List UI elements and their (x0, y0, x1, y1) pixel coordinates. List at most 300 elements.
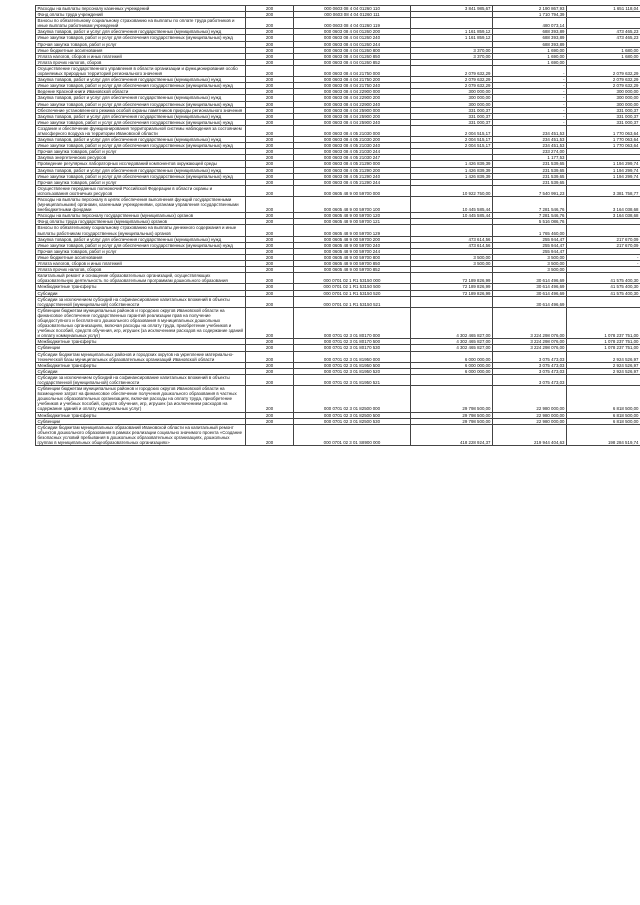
approved-amount-cell: 2 004 515,17 (411, 125, 493, 136)
budget-classification-code-cell: 000 0603 08 4 04 22900 240 (294, 101, 411, 107)
line-code-cell: 200 (246, 59, 294, 65)
approved-amount-cell: 3 841 985,67 (411, 6, 493, 12)
executed-amount-cell: 688 393,89 (493, 35, 567, 41)
table-row (36, 29, 640, 35)
table-row (36, 35, 640, 41)
budget-classification-code-cell: 000 0605 48 9 00 59700 129 (294, 225, 411, 236)
line-code-cell: 200 (246, 374, 294, 385)
approved-amount-cell: 2 079 632,29 (411, 83, 493, 89)
remaining-amount-cell: 1 770 063,64 (567, 125, 640, 136)
line-code-cell: 200 (246, 12, 294, 18)
approved-amount-cell: 3 500,00 (411, 261, 493, 267)
budget-classification-code-cell: 000 0603 08 4 05 21030 247 (294, 155, 411, 161)
approved-amount-cell: 1 161 859,12 (411, 35, 493, 41)
approved-amount-cell: 29 798 500,00 (411, 418, 493, 424)
expense-name-cell: Прочая закупка товаров, работ и услуг (36, 179, 246, 185)
budget-classification-code-cell: 000 0605 48 9 00 59700 850 (294, 261, 411, 267)
line-code-cell: 200 (246, 225, 294, 236)
line-code-cell: 200 (246, 424, 294, 445)
approved-amount-cell: 300 000,00 (411, 101, 493, 107)
budget-classification-code-cell: 000 0605 48 9 00 59700 852 (294, 267, 411, 273)
approved-amount-cell: 6 000 000,00 (411, 351, 493, 362)
expense-name-cell: Создание и обеспечение функционирования территориальной системы наблюдения за состоянием атмосферного воздуха на территории Ивановской области (36, 125, 246, 136)
line-code-cell: 200 (246, 155, 294, 161)
executed-amount-cell: 255 944,47 (493, 242, 567, 248)
remaining-amount-cell: 1 078 237 751,00 (567, 345, 640, 351)
remaining-amount-cell: 300 000,00 (567, 95, 640, 101)
line-code-cell: 200 (246, 35, 294, 41)
budget-classification-code-cell: 000 0701 02 3 01 81950 520 (294, 368, 411, 374)
remaining-amount-cell: 41 575 400,30 (567, 273, 640, 284)
executed-amount-cell: 3 500,00 (493, 267, 567, 273)
executed-amount-cell: 3 075 473,03 (493, 362, 567, 368)
executed-amount-cell: 2 190 867,93 (493, 6, 567, 12)
budget-classification-code-cell: 000 0603 08 4 04 01260 850 (294, 53, 411, 59)
approved-amount-cell: 1 426 839,39 (411, 167, 493, 173)
expense-name-cell: Проведение регулярных лабораторных исследований компонентов окружающей среды (36, 161, 246, 167)
approved-amount-cell: 2 079 632,29 (411, 65, 493, 76)
budget-classification-code-cell: 000 0603 08 4 05 21290 240 (294, 173, 411, 179)
remaining-amount-cell: 1 194 299,74 (567, 173, 640, 179)
line-code-cell: 200 (246, 53, 294, 59)
expense-name-cell: Межбюджетные трансферты (36, 412, 246, 418)
executed-amount-cell: 231 539,65 (493, 161, 567, 167)
budget-classification-code-cell: 000 0701 02 3 01 82500 500 (294, 412, 411, 418)
expense-name-cell: Иные закупки товаров, работ и услуг для обеспечения государственных (муниципальных) нужд (36, 242, 246, 248)
table-row (36, 197, 640, 213)
approved-amount-cell (411, 18, 493, 29)
budget-classification-code-cell: 000 0701 02 3 01 80170 000 (294, 307, 411, 339)
approved-amount-cell: 72 189 826,99 (411, 284, 493, 290)
executed-amount-cell: - (493, 95, 567, 101)
table-row (36, 125, 640, 136)
line-code-cell: 200 (246, 18, 294, 29)
expense-name-cell: Субсидии бюджетам муниципальных образований Ивановской области на капитальный ремонт объектов дошкольного образования в рамках реализации социально значимого проекта «Создание безопасных условий пребывания в дошкольных образовательных организациях, дошкольных группах в муниципальных общеобразовательных организациях» (36, 424, 246, 445)
expense-name-cell: Субвенции (36, 418, 246, 424)
table-row (36, 351, 640, 362)
remaining-amount-cell: 3 164 038,68 (567, 197, 640, 213)
budget-classification-code-cell: 000 0701 02 1 R1 53150 521 (294, 296, 411, 307)
executed-amount-cell: - (493, 83, 567, 89)
line-code-cell: 200 (246, 41, 294, 47)
table-row (36, 424, 640, 445)
approved-amount-cell: 3 370,00 (411, 53, 493, 59)
line-code-cell: 200 (246, 254, 294, 260)
line-code-cell: 200 (246, 339, 294, 345)
executed-amount-cell: - (493, 89, 567, 95)
expense-name-cell: Осуществление переданных полномочий Российской Федерации в области охраны и использования охотничьих ресурсов (36, 185, 246, 196)
line-code-cell: 200 (246, 351, 294, 362)
approved-amount-cell: 4 302 465 827,00 (411, 307, 493, 339)
table-row (36, 386, 640, 412)
approved-amount-cell: 72 189 826,99 (411, 290, 493, 296)
approved-amount-cell (411, 296, 493, 307)
expense-name-cell: Иные закупки товаров, работ и услуг для обеспечения государственных (муниципальных) нужд (36, 143, 246, 149)
budget-classification-code-cell: 000 0603 08 4 04 21750 240 (294, 83, 411, 89)
remaining-amount-cell: - (567, 254, 640, 260)
expense-name-cell: Иные закупки товаров, работ и услуг для обеспечения государственных (муниципальных) нужд (36, 83, 246, 89)
executed-amount-cell: 3 224 298 076,00 (493, 345, 567, 351)
remaining-amount-cell: 1 770 063,64 (567, 143, 640, 149)
line-code-cell: 200 (246, 362, 294, 368)
expense-name-cell: Осуществление государственного управления в области организации и функционирования особо охраняемых природных территорий регионального значения (36, 65, 246, 76)
table-row (36, 242, 640, 248)
remaining-amount-cell: 1 651 118,04 (567, 6, 640, 12)
approved-amount-cell: 473 614,56 (411, 236, 493, 242)
remaining-amount-cell: 217 670,09 (567, 236, 640, 242)
expense-name-cell: Закупка товаров, работ и услуг для обеспечения государственных (муниципальных) нужд (36, 167, 246, 173)
remaining-amount-cell (567, 18, 640, 29)
budget-classification-code-cell: 000 0603 08 4 04 01260 119 (294, 18, 411, 29)
executed-amount-cell: 3 075 473,03 (493, 374, 567, 385)
line-code-cell: 200 (246, 412, 294, 418)
budget-classification-code-cell: 000 0605 48 9 00 59700 240 (294, 242, 411, 248)
budget-classification-code-cell: 000 0701 02 3 01 81950 500 (294, 362, 411, 368)
remaining-amount-cell: 3 381 758,77 (567, 185, 640, 196)
approved-amount-cell: 72 189 826,99 (411, 273, 493, 284)
line-code-cell: 200 (246, 29, 294, 35)
budget-classification-code-cell: 000 0605 48 9 00 59700 000 (294, 185, 411, 196)
approved-amount-cell: 6 000 000,00 (411, 368, 493, 374)
remaining-amount-cell (567, 225, 640, 236)
executed-amount-cell: 5 516 086,76 (493, 219, 567, 225)
executed-amount-cell: - (493, 107, 567, 113)
remaining-amount-cell: 331 000,37 (567, 113, 640, 119)
budget-classification-code-cell: 000 0701 02 3 01 81950 521 (294, 374, 411, 385)
remaining-amount-cell: 300 000,00 (567, 89, 640, 95)
budget-classification-code-cell: 000 0603 08 4 04 21750 200 (294, 77, 411, 83)
budget-classification-code-cell: 000 0603 08 4 04 22900 200 (294, 95, 411, 101)
executed-amount-cell: 1 690,00 (493, 47, 567, 53)
line-code-cell: 200 (246, 119, 294, 125)
remaining-amount-cell: 1 680,00 (567, 53, 640, 59)
approved-amount-cell: 3 370,00 (411, 47, 493, 53)
remaining-amount-cell: 6 818 500,00 (567, 386, 640, 412)
table-row (36, 236, 640, 242)
table-row (36, 374, 640, 385)
line-code-cell: 200 (246, 284, 294, 290)
table-row (36, 173, 640, 179)
table-row (36, 143, 640, 149)
approved-amount-cell: 10 445 585,44 (411, 197, 493, 213)
executed-amount-cell: 231 539,65 (493, 167, 567, 173)
executed-amount-cell: 3 224 298 076,00 (493, 339, 567, 345)
expense-name-cell: Субсидии за исключением субсидий на софинансирование капитальных вложений в объекты государственной (муниципальной) собственности (36, 296, 246, 307)
remaining-amount-cell: 41 575 400,30 (567, 290, 640, 296)
expense-name-cell: Закупка товаров, работ и услуг для обеспечения государственных (муниципальных) нужд (36, 77, 246, 83)
executed-amount-cell: 688 393,89 (493, 29, 567, 35)
table-row (36, 225, 640, 236)
line-code-cell: 200 (246, 261, 294, 267)
executed-amount-cell: 3 075 473,03 (493, 368, 567, 374)
approved-amount-cell (411, 225, 493, 236)
line-code-cell: 200 (246, 65, 294, 76)
expense-name-cell: Фонд оплаты труда учреждений (36, 12, 246, 18)
table-row (36, 213, 640, 219)
budget-classification-code-cell: 000 0605 48 9 00 59700 244 (294, 248, 411, 254)
expense-name-cell: Субсидии (36, 368, 246, 374)
approved-amount-cell: 29 798 500,00 (411, 386, 493, 412)
approved-amount-cell: 6 000 000,00 (411, 362, 493, 368)
budget-classification-code-cell: 000 0603 08 4 04 01260 852 (294, 59, 411, 65)
approved-amount-cell: 1 161 859,12 (411, 29, 493, 35)
line-code-cell: 200 (246, 113, 294, 119)
executed-amount-cell: 234 451,53 (493, 137, 567, 143)
line-code-cell: 200 (246, 273, 294, 284)
approved-amount-cell: 3 500,00 (411, 254, 493, 260)
remaining-amount-cell: 473 465,23 (567, 29, 640, 35)
remaining-amount-cell: 300 000,00 (567, 101, 640, 107)
remaining-amount-cell: 2 079 632,29 (567, 77, 640, 83)
expense-name-cell: Субсидии за исключением субсидий на софинансирование капитальных вложений в объекты государственной (муниципальной) собственности (36, 374, 246, 385)
budget-classification-code-cell: 000 0701 02 3 01 80170 500 (294, 339, 411, 345)
expense-name-cell: Закупка товаров, работ и услуг для обеспечения государственных (муниципальных) нужд (36, 236, 246, 242)
expense-name-cell: Закупка товаров, работ и услуг для обеспечения государственных (муниципальных) нужд (36, 29, 246, 35)
executed-amount-cell: 1 765 460,00 (493, 225, 567, 236)
budget-classification-code-cell: 000 0605 48 9 00 59700 200 (294, 236, 411, 242)
budget-classification-code-cell: 000 0701 02 3 01 S8900 000 (294, 424, 411, 445)
line-code-cell: 200 (246, 101, 294, 107)
executed-amount-cell: 231 539,65 (493, 173, 567, 179)
remaining-amount-cell: 6 818 500,00 (567, 418, 640, 424)
budget-classification-code-cell: 000 0603 08 4 04 01260 111 (294, 12, 411, 18)
expense-name-cell: Уплата налогов, сборов и иных платежей (36, 261, 246, 267)
line-code-cell: 200 (246, 6, 294, 12)
remaining-amount-cell: 41 575 400,30 (567, 284, 640, 290)
budget-classification-code-cell: 000 0603 08 4 04 25900 240 (294, 119, 411, 125)
remaining-amount-cell: 1 194 299,74 (567, 161, 640, 167)
expense-name-cell: Взносы по обязательному социальному страхованию на выплаты по оплате труда работников и иные выплаты работникам учреждений (36, 18, 246, 29)
line-code-cell: 200 (246, 125, 294, 136)
budget-classification-code-cell: 000 0701 02 1 R1 53150 500 (294, 284, 411, 290)
remaining-amount-cell: 2 079 632,29 (567, 65, 640, 76)
executed-amount-cell: 3 500,00 (493, 261, 567, 267)
executed-amount-cell: 1 710 794,39 (493, 12, 567, 18)
budget-classification-code-cell: 000 0603 08 4 05 21290 200 (294, 167, 411, 173)
budget-classification-code-cell: 000 0603 08 4 04 01260 110 (294, 6, 411, 12)
line-code-cell: 200 (246, 418, 294, 424)
budget-sheet (35, 5, 640, 446)
budget-classification-code-cell: 000 0701 02 3 01 80170 530 (294, 345, 411, 351)
expense-name-cell: Капитальный ремонт и оснащение образовательных организаций, осуществляющих образовательную деятельность по образовательным программам дошкольного образования (36, 273, 246, 284)
expense-name-cell: Взносы по обязательному социальному страхованию на выплаты денежного содержания и иные выплаты работникам государственных (муниципальных) органов (36, 225, 246, 236)
line-code-cell: 200 (246, 167, 294, 173)
budget-classification-code-cell: 000 0603 08 4 04 01260 240 (294, 35, 411, 41)
budget-classification-code-cell: 000 0701 02 1 R1 53150 520 (294, 290, 411, 296)
table-row (36, 219, 640, 225)
line-code-cell: 200 (246, 149, 294, 155)
expense-name-cell: Расходы на выплаты персоналу государственных (муниципальных) органов (36, 213, 246, 219)
budget-classification-code-cell: 000 0603 08 4 05 21030 000 (294, 125, 411, 136)
line-code-cell: 200 (246, 89, 294, 95)
line-code-cell: 200 (246, 143, 294, 149)
expense-name-cell: Расходы на выплаты персоналу в целях обеспечения выполнения функций государственными (муниципальными) органами, казенными учреждениями, органами управления государственными внебюджетными фондами (36, 197, 246, 213)
remaining-amount-cell: 198 284 519,74 (567, 424, 640, 445)
expense-name-cell: Иные закупки товаров, работ и услуг для обеспечения государственных (муниципальных) нужд (36, 119, 246, 125)
expense-name-cell: Субвенции бюджетам муниципальных районов и городских округов Ивановской области на финансовое обеспечение государственных гарантий реализации прав на получение общедоступного и бесплатного дошкольного образования в муниципальных дошкольных образовательных организациях, включая расходы на оплату труда, приобретение учебников и учебных пособий, средств обучения, игр, игрушек (за исключением расходов на содержание зданий и оплату коммунальных услуг) (36, 307, 246, 339)
line-code-cell: 200 (246, 137, 294, 143)
expense-name-cell: Иные бюджетные ассигнования (36, 254, 246, 260)
executed-amount-cell: 3 500,00 (493, 254, 567, 260)
approved-amount-cell: 10 445 585,44 (411, 213, 493, 219)
approved-amount-cell: 473 614,56 (411, 242, 493, 248)
line-code-cell: 200 (246, 242, 294, 248)
executed-amount-cell: 7 281 546,76 (493, 197, 567, 213)
table-row (36, 65, 640, 76)
table-row (36, 6, 640, 12)
remaining-amount-cell: 2 079 632,29 (567, 83, 640, 89)
approved-amount-cell: 331 000,37 (411, 107, 493, 113)
approved-amount-cell: 331 000,37 (411, 113, 493, 119)
expense-name-cell: Закупка товаров, работ и услуг для обеспечения государственных (муниципальных) нужд (36, 137, 246, 143)
executed-amount-cell: 7 281 546,76 (493, 213, 567, 219)
expense-name-cell: Иные закупки товаров, работ и услуг для обеспечения государственных (муниципальных) нужд (36, 101, 246, 107)
executed-amount-cell: 688 393,89 (493, 41, 567, 47)
budget-classification-code-cell: 000 0701 02 3 01 82500 530 (294, 418, 411, 424)
budget-classification-code-cell: 000 0603 08 4 05 21030 200 (294, 137, 411, 143)
executed-amount-cell: 231 539,65 (493, 179, 567, 185)
executed-amount-cell: 219 944 404,63 (493, 424, 567, 445)
approved-amount-cell: 2 079 632,29 (411, 77, 493, 83)
table-row (36, 137, 640, 143)
line-code-cell: 200 (246, 95, 294, 101)
executed-amount-cell: 255 944,47 (493, 236, 567, 242)
approved-amount-cell: 331 000,37 (411, 119, 493, 125)
expense-name-cell: Прочая закупка товаров, работ и услуг (36, 248, 246, 254)
budget-classification-code-cell: 000 0603 08 4 04 25900 200 (294, 113, 411, 119)
executed-amount-cell: 233 274,00 (493, 149, 567, 155)
expense-name-cell: Субсидии бюджетам муниципальных районов и городских округов на укрепление материально-технической базы муниципальных образовательных организаций Ивановской области (36, 351, 246, 362)
line-code-cell: 200 (246, 386, 294, 412)
expense-name-cell: Закупка товаров, работ и услуг для обеспечения государственных (муниципальных) нужд (36, 95, 246, 101)
budget-classification-code-cell: 000 0603 08 4 05 21290 244 (294, 179, 411, 185)
expense-name-cell: Прочая закупка товаров, работ и услуг (36, 149, 246, 155)
expense-name-cell: Закупка товаров, работ и услуг для обеспечения государственных (муниципальных) нужд (36, 113, 246, 119)
remaining-amount-cell: 331 000,37 (567, 119, 640, 125)
budget-classification-code-cell: 000 0605 48 9 00 59700 120 (294, 213, 411, 219)
line-code-cell: 200 (246, 161, 294, 167)
executed-amount-cell: - (493, 77, 567, 83)
expense-name-cell: Обеспечение установленного режима особой охраны памятников природы регионального значения (36, 107, 246, 113)
remaining-amount-cell: 1 194 299,74 (567, 167, 640, 173)
table-row (36, 161, 640, 167)
executed-amount-cell: 234 451,53 (493, 143, 567, 149)
remaining-amount-cell: 2 924 526,97 (567, 351, 640, 362)
remaining-amount-cell: 2 924 526,97 (567, 362, 640, 368)
remaining-amount-cell (567, 374, 640, 385)
executed-amount-cell: 1 177,53 (493, 155, 567, 161)
line-code-cell: 200 (246, 290, 294, 296)
remaining-amount-cell (567, 296, 640, 307)
executed-amount-cell: 1 690,00 (493, 59, 567, 65)
line-code-cell: 200 (246, 185, 294, 196)
expense-name-cell: Межбюджетные трансферты (36, 284, 246, 290)
expense-name-cell: Межбюджетные трансферты (36, 339, 246, 345)
line-code-cell: 200 (246, 236, 294, 242)
line-code-cell: 200 (246, 107, 294, 113)
budget-classification-code-cell: 000 0605 48 9 00 59700 800 (294, 254, 411, 260)
expense-name-cell: Уплата прочих налогов, сборов (36, 267, 246, 273)
expense-name-cell: Субсидии (36, 290, 246, 296)
executed-amount-cell: - (493, 119, 567, 125)
remaining-amount-cell: 1 078 237 751,00 (567, 339, 640, 345)
executed-amount-cell: 3 224 298 076,00 (493, 307, 567, 339)
executed-amount-cell: 7 540 991,23 (493, 185, 567, 196)
approved-amount-cell: 418 228 924,37 (411, 424, 493, 445)
budget-classification-code-cell: 000 0603 08 4 04 21750 000 (294, 65, 411, 76)
executed-amount-cell: 22 980 000,00 (493, 418, 567, 424)
line-code-cell: 200 (246, 248, 294, 254)
remaining-amount-cell: 217 670,09 (567, 242, 640, 248)
remaining-amount-cell: 331 000,37 (567, 107, 640, 113)
remaining-amount-cell: 6 818 500,00 (567, 412, 640, 418)
line-code-cell: 200 (246, 83, 294, 89)
line-code-cell: 200 (246, 197, 294, 213)
remaining-amount-cell: 3 164 038,68 (567, 213, 640, 219)
budget-classification-code-cell: 000 0603 08 4 04 25900 000 (294, 107, 411, 113)
approved-amount-cell: 2 004 515,17 (411, 143, 493, 149)
remaining-amount-cell: 1 680,00 (567, 47, 640, 53)
line-code-cell: 200 (246, 345, 294, 351)
approved-amount-cell: 2 004 515,17 (411, 137, 493, 143)
budget-classification-code-cell: 000 0603 08 4 05 21290 000 (294, 161, 411, 167)
executed-amount-cell: 22 980 000,00 (493, 412, 567, 418)
approved-amount-cell: 29 798 500,00 (411, 412, 493, 418)
table-row (36, 296, 640, 307)
executed-amount-cell: 30 614 496,69 (493, 290, 567, 296)
remaining-amount-cell: - (567, 261, 640, 267)
expense-name-cell: Субвенции бюджетам муниципальных районов и городских округов Ивановской области на возмещение затрат на финансовое обеспечение получения дошкольного образования в частных дошкольных образовательных организациях, включая расходы на оплату труда, приобретение учебников и учебных пособий, средств обучения, игр, игрушек (за исключением расходов на содержание зданий и оплату коммунальных услуг) (36, 386, 246, 412)
line-code-cell: 200 (246, 368, 294, 374)
budget-classification-code-cell: 000 0603 08 4 04 01260 800 (294, 47, 411, 53)
line-code-cell: 200 (246, 307, 294, 339)
expense-name-cell: Ведение Красной книги Ивановской области (36, 89, 246, 95)
table-row (36, 307, 640, 339)
table-row (36, 18, 640, 29)
budget-classification-code-cell: 000 0701 02 1 R1 53150 000 (294, 273, 411, 284)
executed-amount-cell: - (493, 113, 567, 119)
expense-name-cell: Закупка энергетических ресурсов (36, 155, 246, 161)
line-code-cell: 200 (246, 296, 294, 307)
executed-amount-cell: 3 075 473,03 (493, 351, 567, 362)
line-code-cell: 200 (246, 77, 294, 83)
approved-amount-cell: 10 922 750,00 (411, 185, 493, 196)
executed-amount-cell: 30 614 496,69 (493, 296, 567, 307)
table-body (36, 6, 640, 446)
approved-amount-cell: 4 302 465 827,00 (411, 345, 493, 351)
executed-amount-cell: 234 451,53 (493, 125, 567, 136)
expense-name-cell: Расходы на выплаты персоналу казенных учреждений (36, 6, 246, 12)
executed-amount-cell: 22 980 000,00 (493, 386, 567, 412)
table-row (36, 185, 640, 196)
expense-name-cell: Субвенции (36, 345, 246, 351)
executed-amount-cell: 255 944,47 (493, 248, 567, 254)
expense-name-cell: Прочая закупка товаров, работ и услуг (36, 41, 246, 47)
expense-name-cell: Иные закупки товаров, работ и услуг для обеспечения государственных (муниципальных) нужд (36, 173, 246, 179)
remaining-amount-cell: 1 078 237 751,00 (567, 307, 640, 339)
budget-classification-code-cell: 000 0605 48 9 00 59700 121 (294, 219, 411, 225)
executed-amount-cell: 1 690,00 (493, 53, 567, 59)
line-code-cell: 200 (246, 179, 294, 185)
approved-amount-cell: 300 000,00 (411, 95, 493, 101)
executed-amount-cell: - (493, 65, 567, 76)
remaining-amount-cell: 473 465,23 (567, 35, 640, 41)
expense-name-cell: Уплата налогов, сборов и иных платежей (36, 53, 246, 59)
expense-name-cell: Фонд оплаты труда государственных (муниципальных) органов (36, 219, 246, 225)
approved-amount-cell: 1 426 839,39 (411, 161, 493, 167)
executed-amount-cell: 480 073,14 (493, 18, 567, 29)
approved-amount-cell: 1 426 839,39 (411, 173, 493, 179)
